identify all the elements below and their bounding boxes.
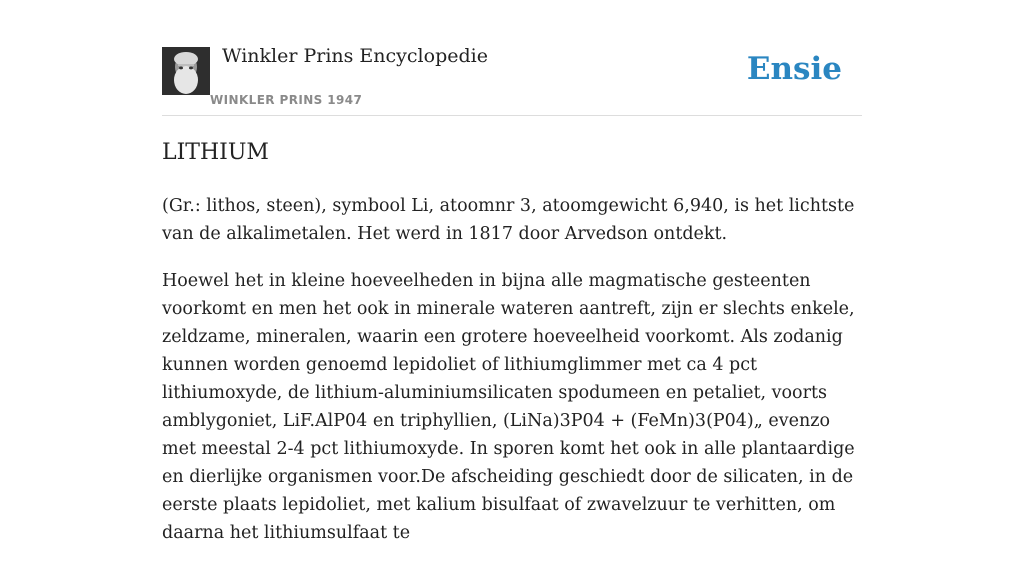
article-body [162, 192, 862, 566]
header-divider [162, 115, 862, 116]
source-title-link[interactable]: Winkler Prins Encyclopedie [222, 45, 488, 67]
article-paragraph: Hoewel het in kleine hoeveelheden in bijna alle magmatische gesteenten voorkomt en men het ook in minerale wateren aantreft, zijn er slechts enkele, zeldzame, mineralen, waarin een grotere hoeveelheid voorkomt. Als zodanig kunnen worden genoemd lepidoliet of lithiumglimmer met ca 4 pct lithiumoxyde, de lithium-aluminiumsilicaten spodumeen en petaliet, voorts amblygoniet, LiF.AlP04 en triphyllien, (LiNa)3P04 + (FeMn)3(P04)„ evenzo met meestal 2-4 pct lithiumoxyde. In sporen komt het ook in alle plantaardige en dierlijke organismen voor.De afscheiding geschiedt door de silicaten, in de eerste plaats lepidoliet, met kalium bisulfaat of zwavelzuur te verhitten, om daarna het lithiumsulfaat te [162, 271, 855, 543]
ensie-logo[interactable]: Ensie [746, 51, 842, 87]
portrait-image [162, 47, 210, 95]
article-paragraph: (Gr.: lithos, steen), symbool Li, atoomnr 3, atoomgewicht 6,940, is het lichtste van de alkalimetalen. Het werd in 1817 door Arvedson ontdekt. [162, 196, 855, 244]
author-avatar[interactable] [162, 47, 210, 95]
source-header [162, 45, 862, 115]
source-subtitle[interactable]: WINKLER PRINS 1947 [210, 93, 363, 107]
article-title: LITHIUM [162, 140, 269, 165]
